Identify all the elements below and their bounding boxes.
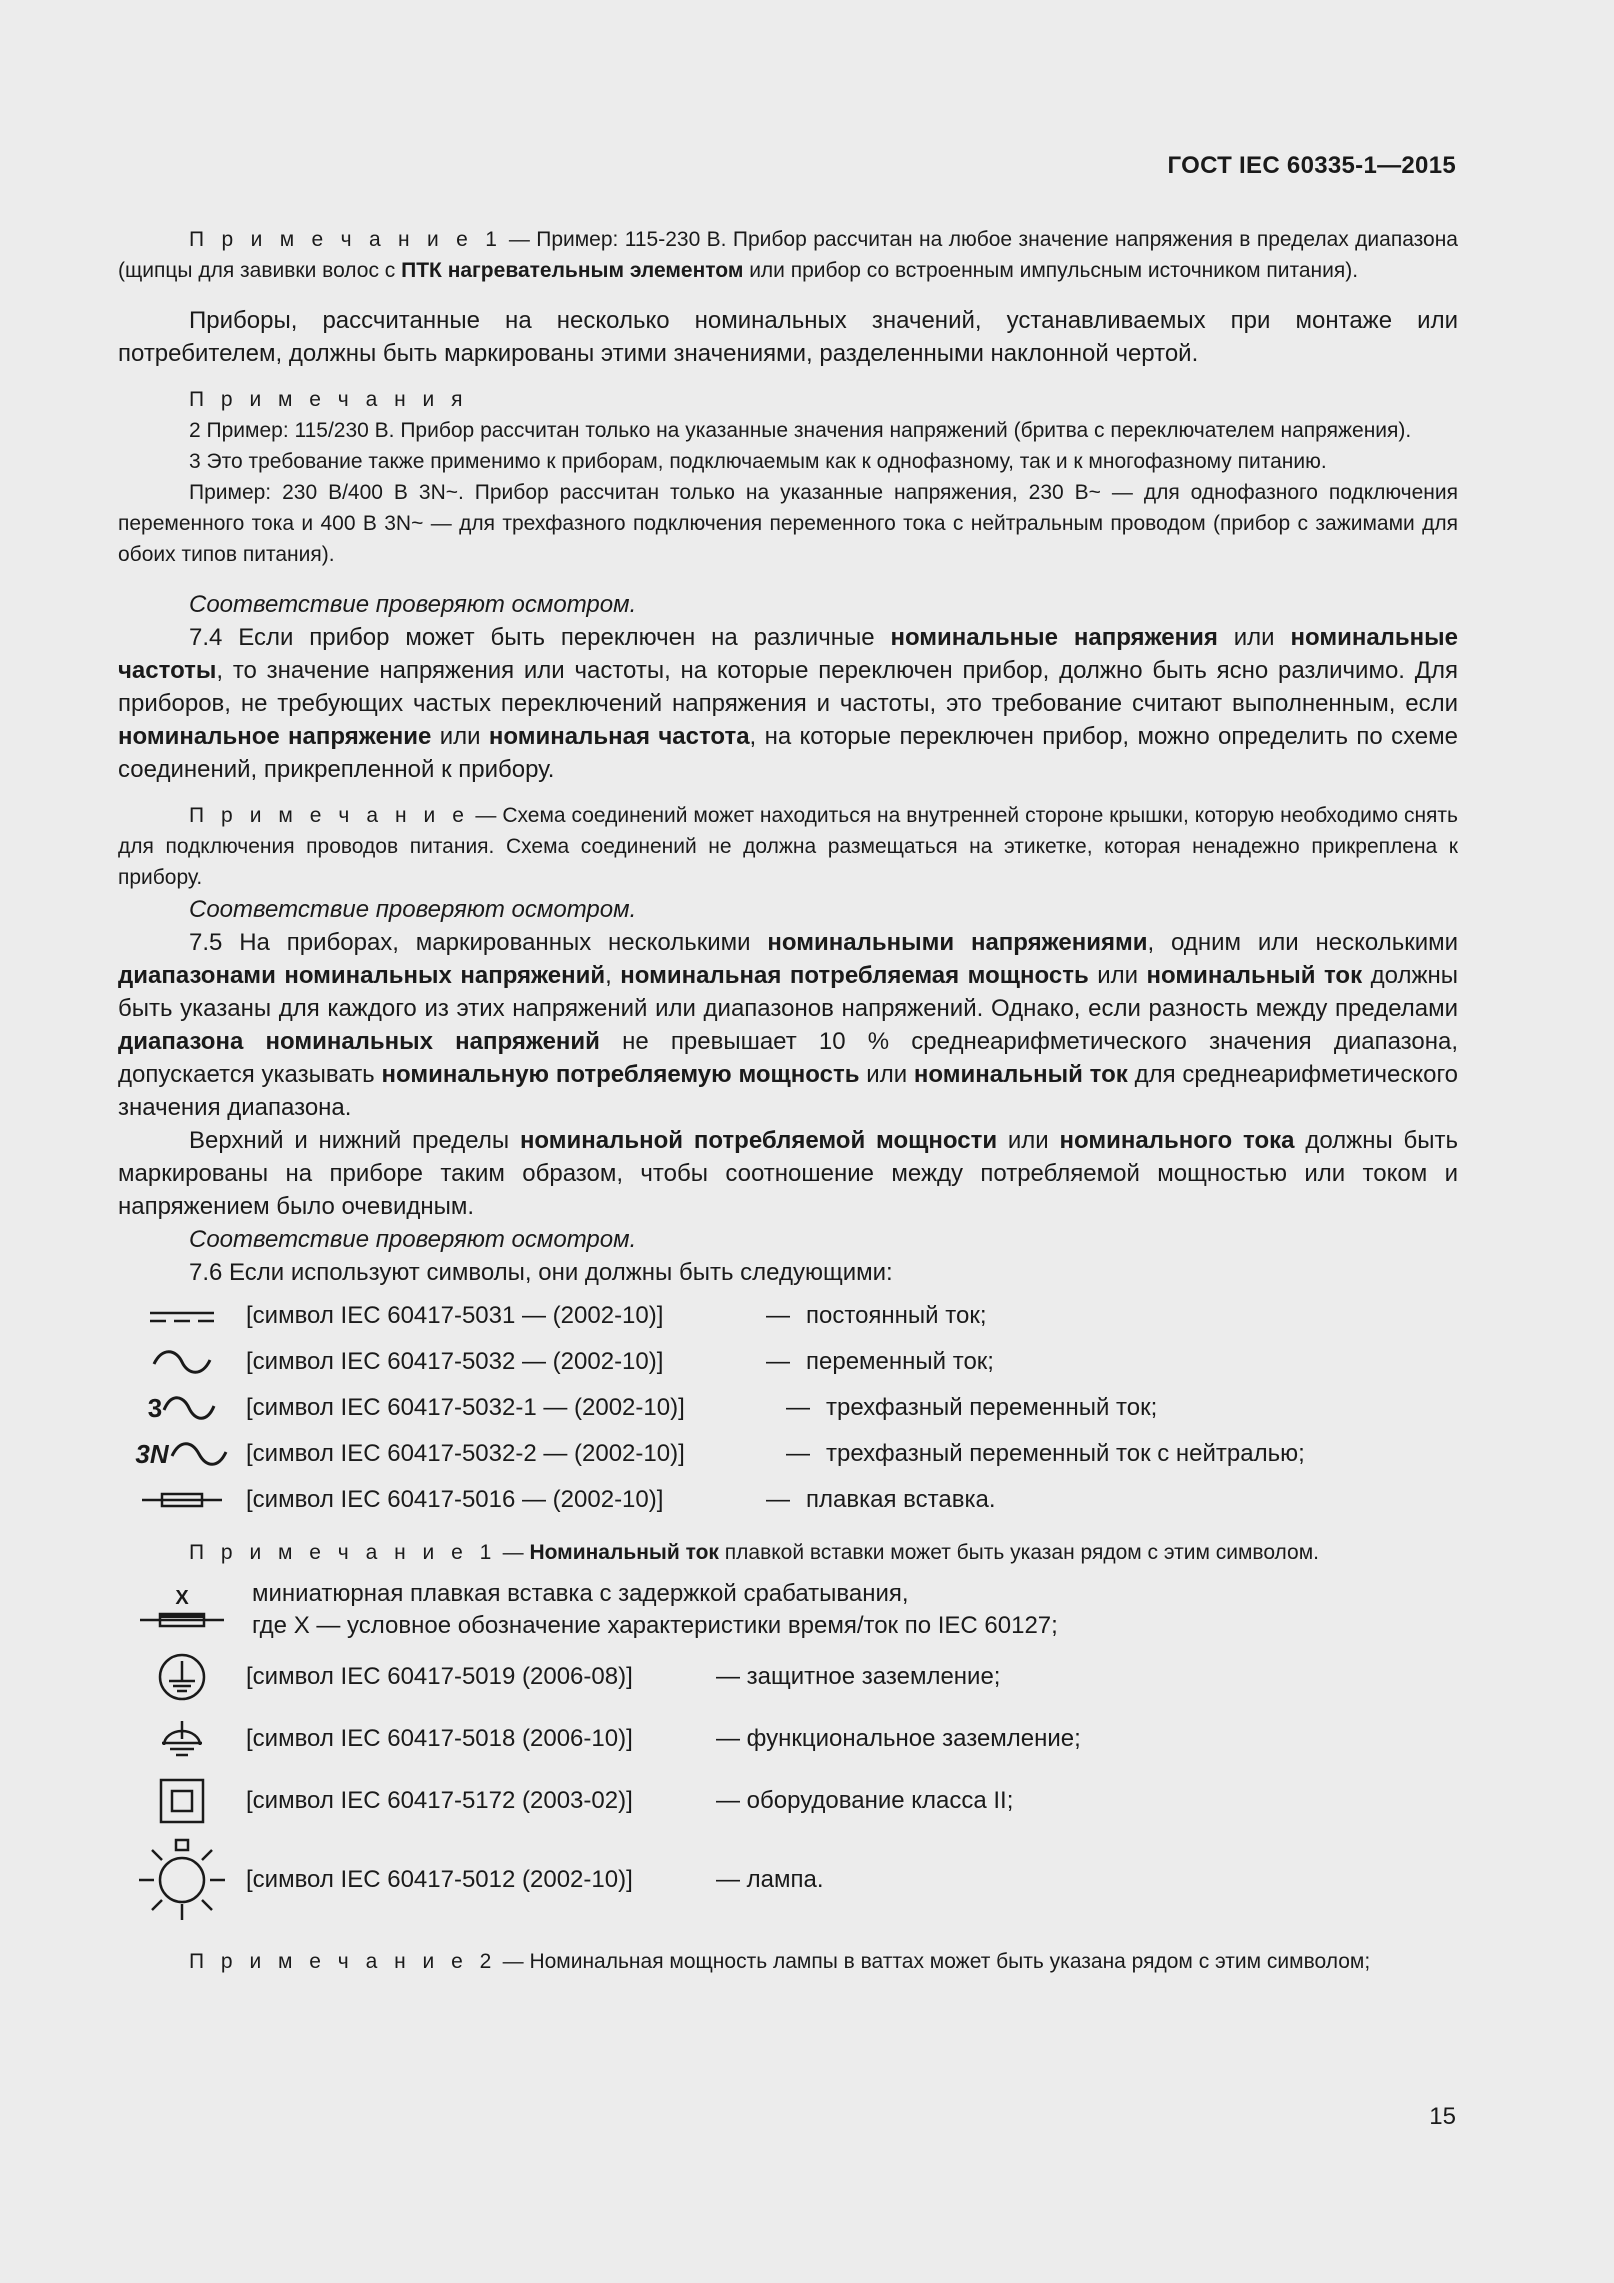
symbol-row: [символ IEC 60417-5172 (2003-02)] — оборудование класса II; bbox=[118, 1770, 1458, 1832]
dc-icon bbox=[118, 1304, 246, 1328]
section-7-5-limits: Верхний и нижний пределы номинальной потребляемой мощности или номинального тока должны быть маркированы на приборе таким образом, чтобы соотношение между потребляемой мощностью или током и напряжением было очевидным. bbox=[118, 1127, 1459, 1220]
section-7-5: 7.5 На приборах, маркированных несколькими номинальными напряжениями, одним или несколькими диапазонами номинальных напряжений, номинальная потребляемая мощность или номинальный ток должны быть указаны для каждого из этих напряжений или диапазонов напряжений. Однако, если разность между пределами диапазона номинальных напряжений не превышает 10 % среднеарифметического значения диапазона, допускается указывать номинальную потребляемую мощность или номинальный ток для среднеарифметического значения диапазона. bbox=[118, 929, 1459, 1121]
symbol-row: [символ IEC 60417-5032 — (2002-10)] — переменный ток; bbox=[118, 1339, 1458, 1385]
page-number: 15 bbox=[1429, 2103, 1456, 2130]
section-7-4: 7.4 Если прибор может быть переключен на различные номинальные напряжения или номинальные частоты, то значение напряжения или частоты, на которые переключен прибор, должно быть ясно различимо. Для приборов, не требующих частых переключений напряжения и частоты, это требование считают выполненным, если номинальное напряжение или номинальная частота, на которые переключен прибор, можно определить по схеме соединений, прикрепленной к прибору. bbox=[118, 624, 1459, 783]
symbol-row-timelag: X миниатюрная плавкая вставка с задержкой срабатывания, где X — условное обозначение характеристики время/ток по IEC 60127; bbox=[118, 1578, 1458, 1642]
note-example: Пример: 230 В/400 В 3N~. Прибор рассчитан только на указанные напряжения, 230 В~ — для однофазного подключения переменного тока и 400 В 3N~ — для трехфазного подключения переменного тока с нейтральным проводом (прибор с зажимами для обоих типов питания). bbox=[118, 481, 1458, 566]
document-body bbox=[118, 224, 1458, 1977]
paragraph-multiple-ratings: Приборы, рассчитанные на несколько номинальных значений, устанавливаемых при монтаже или потребителем, должны быть маркированы этими значениями, разделенными наклонной чертой. bbox=[118, 307, 1458, 367]
note-fuse: П р и м е ч а н и е 1 — Номинальный ток плавкой вставки может быть указан рядом с этим символом. bbox=[189, 1541, 1319, 1564]
symbol-row: [символ IEC 60417-5019 (2006-08)] — защитное заземление; bbox=[118, 1646, 1458, 1708]
symbol-row: [символ IEC 60417-5031 — (2002-10)] — постоянный ток; bbox=[118, 1293, 1458, 1339]
symbol-row: [символ IEC 60417-5012 (2002-10)] — лампа. bbox=[118, 1832, 1458, 1928]
note-lamp: П р и м е ч а н и е 2 — Номинальная мощность лампы в ваттах может быть указана рядом с этим символом; bbox=[189, 1950, 1371, 1973]
symbol-list bbox=[118, 1293, 1458, 1523]
symbol-row: [символ IEC 60417-5018 (2006-10)] — функциональное заземление; bbox=[118, 1708, 1458, 1770]
lamp-icon bbox=[118, 1838, 246, 1922]
three-phase-ac-icon: 3 bbox=[118, 1393, 246, 1424]
note-3: 3 Это требование также применимо к приборам, подключаемым как к однофазному, так и к многофазному питанию. bbox=[189, 450, 1327, 473]
compliance-text: Соответствие проверяют осмотром. bbox=[189, 591, 637, 618]
fuse-icon bbox=[118, 1490, 246, 1510]
note-1: П р и м е ч а н и е 1 — Пример: 115-230 В. Прибор рассчитан на любое значение напряжения в пределах диапазона (щипцы для завивки волос с ПТК нагревательным элементом или прибор со встроенным импульсным источником питания). bbox=[118, 228, 1458, 282]
symbol-row: [символ IEC 60417-5016 — (2002-10)] — плавкая вставка. bbox=[118, 1477, 1458, 1523]
symbol-row: 3 [символ IEC 60417-5032-1 — (2002-10)] — трехфазный переменный ток; bbox=[118, 1385, 1458, 1431]
compliance-text: Соответствие проверяют осмотром. bbox=[189, 1226, 637, 1253]
timelag-fuse-letter: X bbox=[175, 1587, 189, 1609]
notes-heading: П р и м е ч а н и я bbox=[189, 388, 468, 411]
symbol-list-2 bbox=[118, 1646, 1458, 1928]
three-phase-neutral-ac-icon: 3N bbox=[118, 1439, 246, 1470]
functional-earth-icon bbox=[118, 1719, 246, 1759]
note-2: 2 Пример: 115/230 В. Прибор рассчитан только на указанные значения напряжений (бритва с переключателем напряжения). bbox=[189, 419, 1412, 442]
note-7-4: П р и м е ч а н и е — Схема соединений может находиться на внутренней стороне крышки, которую необходимо снять для подключения проводов питания. Схема соединений не должна размещаться на этикетке, которая ненадежно прикреплена к прибору. bbox=[118, 804, 1458, 889]
ac-icon bbox=[118, 1347, 246, 1377]
class-ii-icon bbox=[118, 1777, 246, 1825]
section-7-6: 7.6 Если используют символы, они должны быть следующими: bbox=[189, 1259, 893, 1286]
document-header: ГОСТ IEC 60335-1—2015 bbox=[1167, 152, 1456, 179]
timelag-fuse-icon bbox=[118, 1587, 246, 1633]
symbol-row: 3N [символ IEC 60417-5032-2 — (2002-10)] — трехфазный переменный ток с нейтралью; bbox=[118, 1431, 1458, 1477]
compliance-text: Соответствие проверяют осмотром. bbox=[189, 896, 637, 923]
protective-earth-icon bbox=[118, 1651, 246, 1703]
